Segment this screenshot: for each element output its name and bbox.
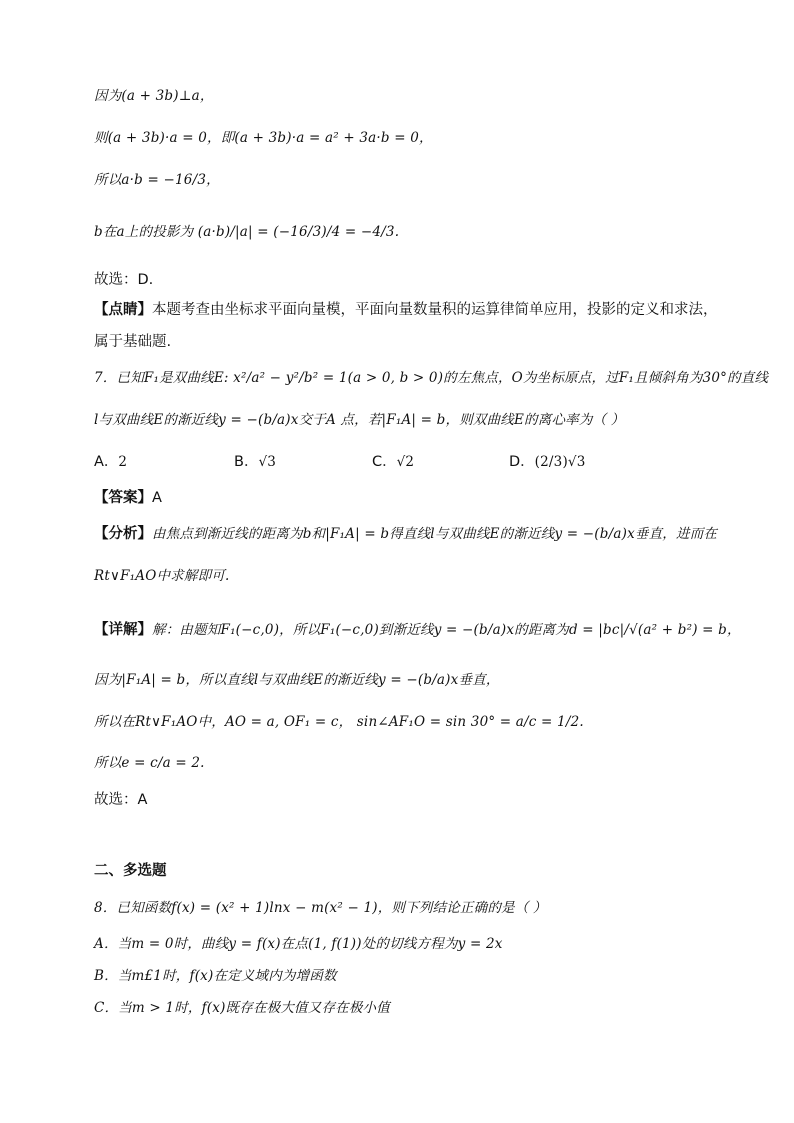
option-c: C．√2 (372, 454, 415, 470)
detail-line-4: 所以e = c/a = 2. (94, 755, 205, 771)
question-7-conclusion: 故选：A (94, 792, 148, 808)
option-b: B．√3 (234, 454, 277, 470)
solution-line-3: 所以a·b = −16/3， (94, 172, 220, 188)
solution-line-4: b在a上的投影为 (a·b)/|a| = (−16/3)/4 = −4/3. (94, 224, 400, 240)
question-8-option-b: B．当m£1时，f(x)在定义域内为增函数 (94, 968, 337, 984)
question-7-stem-1: 7．已知F₁是双曲线E: x²/a² − y²/b² = 1(a > 0, b > 0)的左焦点，O为坐标原点，过F₁且倾斜角为30°的直线 (94, 370, 769, 386)
analysis-text: 由焦点到渐近线的距离为b和|F₁A| = b得直线l与双曲线E的渐近线y = −(b/a)x垂直，进而在 (152, 526, 718, 542)
detail-line-1 (94, 620, 741, 640)
answer-tag: 【答案】 (94, 490, 152, 506)
solution-line-1: 因为(a + 3b)⊥a， (94, 88, 214, 104)
question-8-option-a: A．当m = 0时，曲线y = f(x)在点(1, f(1))处的切线方程为y = 2x (94, 936, 503, 952)
question-7-stem-2: l与双曲线E的渐近线y = −(b/a)x交于A 点，若|F₁A| = b，则双曲线E的离心率为（ ） (94, 412, 625, 428)
comment-line-2: 属于基础题. (94, 334, 172, 350)
option-a: A．2 (94, 454, 128, 470)
analysis-line-1 (94, 524, 734, 544)
solution-line-2: 则(a + 3b)·a = 0，即(a + 3b)·a = a² + 3a·b = 0， (94, 130, 433, 146)
answer-value: A (152, 490, 162, 506)
comment-text: 本题考查由坐标求平面向量模，平面向量数量积的运算律简单应用，投影的定义和求法， (152, 302, 718, 318)
comment-line-1 (94, 300, 734, 320)
question-8-stem: 8．已知函数f(x) = (x² + 1)lnx − m(x² − 1)，则下列结论正确的是（ ） (94, 900, 547, 916)
detail-line-2: 因为|F₁A| = b，所以直线l与双曲线E的渐近线y = −(b/a)x垂直， (94, 672, 500, 688)
detail-line-3: 所以在Rt∨F₁AO中，AO = a, OF₁ = c， sin∠AF₁O = sin 30° = a/c = 1/2. (94, 714, 584, 730)
detail-text-1: 解：由题知F₁(−c,0)，所以F₁(−c,0)到渐近线y = −(b/a)x的距离为d = |bc|/√(a² + b²) = b， (152, 622, 741, 638)
answer-line (94, 488, 734, 508)
analysis-line-2: Rt∨F₁AO中求解即可. (94, 568, 230, 584)
option-d: D．(2/3)√3 (509, 454, 586, 470)
detail-tag: 【详解】 (94, 622, 152, 638)
comment-tag: 【点睛】 (94, 302, 152, 318)
question-8-option-c: C．当m > 1时，f(x)既存在极大值又存在极小值 (94, 1000, 390, 1016)
section-title: 二、多选题 (94, 863, 167, 879)
analysis-tag: 【分析】 (94, 526, 152, 542)
solution-conclusion: 故选：D. (94, 272, 154, 288)
